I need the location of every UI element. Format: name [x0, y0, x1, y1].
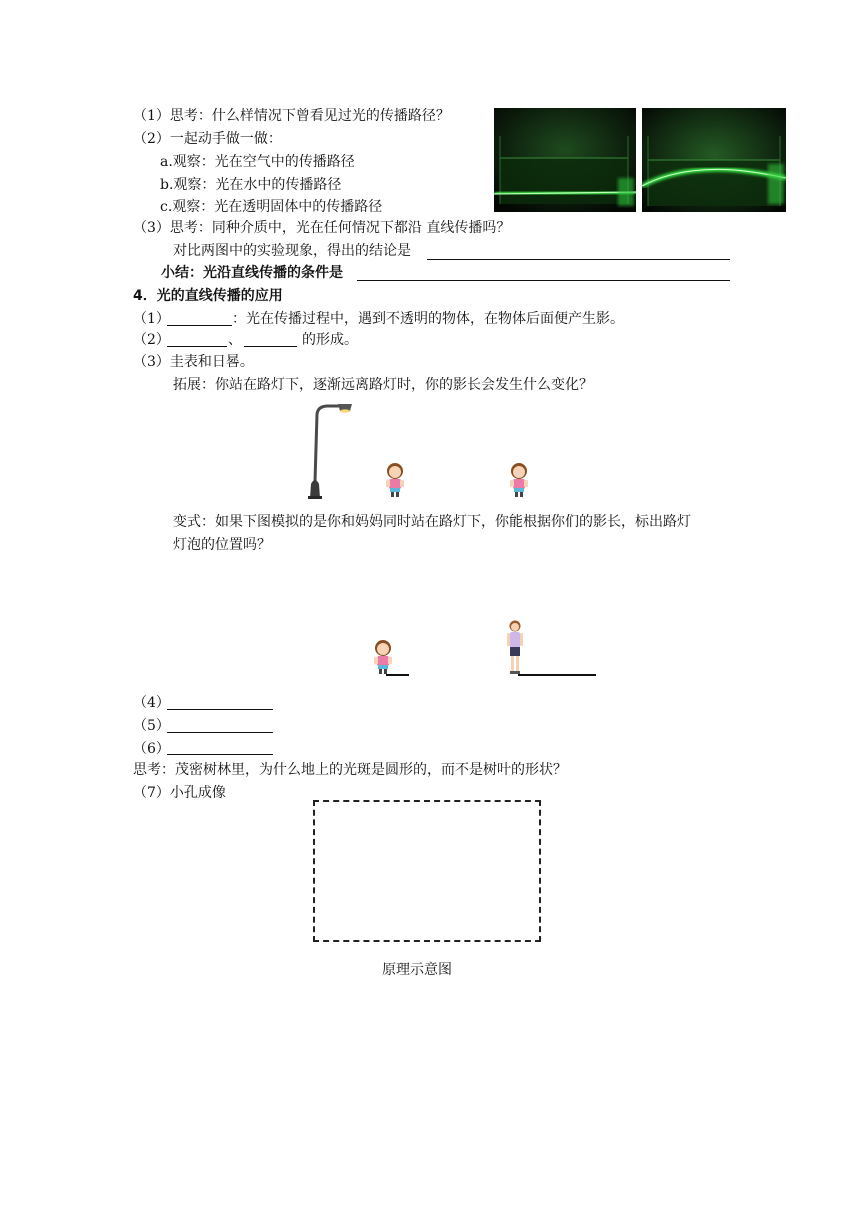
question-2: （2）一起动手做一做：: [133, 131, 282, 147]
compare-text: 对比两图中的实验现象，得出的结论是: [173, 243, 411, 259]
application-1-text: ：光在传播过程中，遇到不透明的物体，在物体后面便产生影。: [232, 311, 624, 327]
item-5-blank[interactable]: [167, 732, 273, 733]
observe-c: c.观察：光在透明固体中的传播路径: [160, 199, 383, 215]
child-figure-with-shadow: [371, 639, 395, 675]
observe-a: a.观察：光在空气中的传播路径: [160, 154, 355, 170]
item-5-prefix: （5）: [133, 718, 170, 734]
question-1: （1）思考：什么样情况下曾看见过光的传播路径？: [133, 108, 450, 124]
diagram-placeholder-box[interactable]: [313, 800, 541, 942]
application-3: （3）圭表和日晷。: [133, 354, 254, 370]
compare-blank[interactable]: [427, 259, 730, 260]
observe-b: b.观察：光在水中的传播路径: [160, 177, 342, 193]
application-1-blank[interactable]: [167, 325, 232, 326]
application-2-separator: 、: [228, 332, 242, 348]
child-shadow-line: [386, 674, 409, 676]
item-6-prefix: （6）: [133, 741, 170, 757]
child-figure-near: [383, 462, 407, 498]
application-2-blank-b[interactable]: [244, 346, 297, 347]
mother-figure: [505, 620, 525, 676]
street-lamp-illustration: [300, 402, 360, 502]
think-question: 思考：茂密树林里，为什么地上的光斑是圆形的，而不是树叶的形状？: [133, 762, 567, 778]
question-3: （3）思考：同种介质中，光在任何情况下都沿 直线传播吗？: [133, 220, 511, 236]
laser-photo-air: [494, 108, 636, 212]
item-4-prefix: （4）: [133, 695, 170, 711]
item-4-blank[interactable]: [167, 709, 273, 710]
application-2-blank-a[interactable]: [167, 346, 227, 347]
mother-shadow-line: [518, 674, 596, 676]
variant-question-line-2: 灯泡的位置吗？: [173, 537, 271, 553]
diagram-caption: 原理示意图: [382, 962, 452, 978]
application-2-text: 的形成。: [302, 332, 358, 348]
item-6-blank[interactable]: [167, 754, 273, 755]
laser-photo-curved: [642, 108, 786, 212]
item-7-pinhole: （7）小孔成像: [133, 785, 226, 801]
child-figure-far: [507, 462, 531, 498]
application-2-prefix: （2）: [133, 332, 170, 348]
extension-question: 拓展：你站在路灯下，逐渐远离路灯时，你的影长会发生什么变化？: [173, 377, 593, 393]
summary-blank[interactable]: [357, 280, 730, 281]
summary-text: 小结：光沿直线传播的条件是: [161, 265, 343, 281]
application-1-prefix: （1）: [133, 311, 170, 327]
section-4-heading: 4．光的直线传播的应用: [133, 288, 283, 304]
variant-question-line-1: 变式：如果下图模拟的是你和妈妈同时站在路灯下，你能根据你们的影长，标出路灯: [173, 514, 691, 530]
